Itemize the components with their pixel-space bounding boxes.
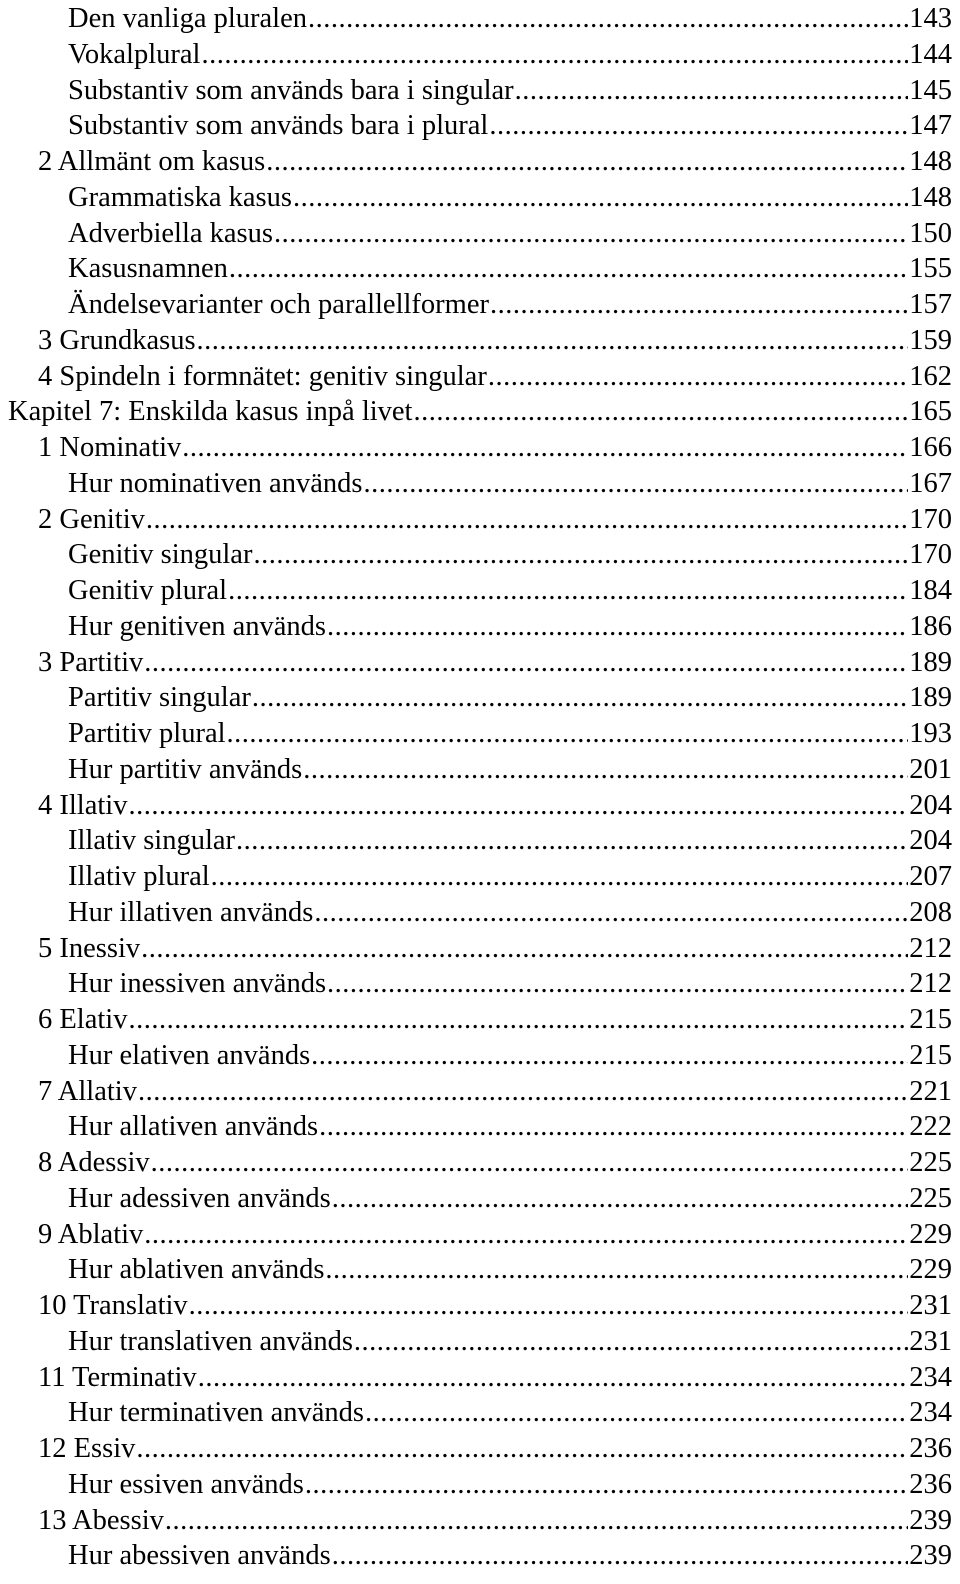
toc-page-number: 145 [909,74,952,106]
toc-entry-title: Adverbiella kasus [68,217,273,249]
toc-entry-title: Substantiv som används bara i plural [68,110,489,142]
toc-entry-title: Hur ablativen används [68,1254,325,1286]
toc-dot-leader [332,1181,908,1217]
toc-dot-leader [489,108,908,144]
toc-entry [38,502,952,538]
toc-page-number: 148 [909,146,952,177]
toc-entry-title: Hur inessiven används [68,968,327,1000]
toc-entry [68,37,952,73]
toc-page-number: 207 [909,861,952,892]
toc-entry [38,359,952,395]
toc-entry [38,645,952,681]
toc-entry [38,1431,952,1467]
toc-page-number: 184 [909,575,952,606]
toc-entry-title: 2 Allmänt om kasus [38,146,266,177]
toc-entry-title: Partitiv plural [68,718,226,749]
toc-entry-title: Hur allativen används [68,1111,319,1143]
toc-dot-leader [128,788,908,824]
toc-page-number: 147 [909,110,952,142]
toc-dot-leader [182,430,908,466]
toc-dot-leader [354,1324,908,1360]
toc-page-number: 189 [909,646,952,678]
toc-dot-leader [293,180,908,216]
toc-entry-title: 11 Terminativ [38,1361,197,1393]
toc-entry-title: 10 Translativ [38,1290,188,1321]
toc-entry [68,1038,952,1074]
toc-entry [38,1288,952,1324]
toc-page-number: 231 [909,1325,952,1357]
toc-page-number: 236 [909,1468,952,1500]
toc-dot-leader [252,680,908,716]
toc-page-number: 215 [909,1039,952,1071]
toc-entry-title: Hur essiven används [68,1468,304,1500]
toc-page-number: 148 [909,181,952,213]
toc-dot-leader [151,1145,909,1181]
toc-entry [38,1145,952,1181]
toc-dot-leader [303,752,908,788]
toc-entry [68,537,952,573]
toc-entry-title: Genitiv plural [68,575,228,606]
toc-page-number: 204 [909,825,952,857]
toc-dot-leader [198,1360,909,1396]
toc-page-number: 201 [909,753,952,785]
toc-entry-title: Genitiv singular [68,539,253,571]
toc-entry [68,1395,952,1431]
toc-page-number: 170 [909,539,952,571]
toc-dot-leader [211,859,909,895]
toc-dot-leader [325,1252,908,1288]
toc-page-number: 208 [909,896,952,928]
toc-dot-leader [141,931,908,967]
toc-page-number: 189 [909,682,952,714]
toc-entry [68,895,952,931]
toc-entry [38,1002,952,1038]
toc-entry [68,466,952,502]
toc-dot-leader [146,502,908,538]
toc-dot-leader [327,609,908,645]
toc-entry [68,823,952,859]
toc-entry-title: Vokalplural [68,38,201,70]
toc-page-number: 157 [909,289,952,320]
toc-entry-title: 2 Genitiv [38,503,145,535]
toc-entry [68,251,952,287]
toc-page-number: 239 [909,1504,952,1536]
toc-page-number: 229 [909,1254,952,1286]
toc-dot-leader [228,573,908,609]
toc-entry [68,1538,952,1574]
toc-dot-leader [253,537,908,573]
toc-page-number: 155 [909,253,952,285]
toc-entry-title: 8 Adessiv [38,1147,150,1178]
toc-entry [68,1324,952,1360]
toc-entry [68,1,952,37]
toc-entry [38,323,952,359]
toc-entry-title: Kasusnamnen [68,253,228,285]
toc-entry [38,1503,952,1539]
toc-dot-leader [490,287,908,323]
toc-page-number: 170 [909,503,952,535]
toc-dot-leader [413,394,908,430]
toc-entry-title: 13 Abessiv [38,1504,164,1536]
toc-entry-title: 12 Essiv [38,1433,136,1464]
toc-dot-leader [197,323,909,359]
toc-entry-title: Hur genitiven används [68,610,327,642]
toc-entry [68,287,952,323]
toc-dot-leader [144,645,908,681]
toc-page-number: 225 [909,1147,952,1178]
toc-page-number: 221 [909,1075,952,1107]
toc-dot-leader [227,716,909,752]
toc-entry [68,1252,952,1288]
toc-page-number: 204 [909,789,952,821]
toc-page-number: 239 [909,1540,952,1572]
toc-entry [38,144,952,180]
toc-dot-leader [363,466,908,502]
toc-dot-leader [488,359,908,395]
toc-entry-title: Hur illativen används [68,896,314,928]
toc-dot-leader [332,1538,908,1574]
toc-dot-leader [144,1217,908,1253]
toc-entry-title: Illativ plural [68,861,210,892]
toc-entry [68,108,952,144]
toc-dot-leader [128,1002,908,1038]
toc-dot-leader [266,144,908,180]
toc-dot-leader [165,1503,908,1539]
toc-entry [38,430,952,466]
toc-entry-title: 9 Ablativ [38,1218,144,1250]
toc-entry [68,1467,952,1503]
toc-dot-leader [327,966,908,1002]
toc-entry-title: 4 Spindeln i formnätet: genitiv singular [38,360,487,392]
toc-page-number: 167 [909,467,952,499]
toc-page-number: 165 [909,396,952,428]
toc-dot-leader [515,73,909,109]
toc-entry [38,788,952,824]
toc-page-number: 231 [909,1290,952,1321]
toc-entry [68,716,952,752]
toc-page-number: 234 [909,1397,952,1429]
toc-entry-title: Grammatiska kasus [68,181,292,213]
toc-page-number: 150 [909,217,952,249]
toc-page-number: 144 [909,38,952,70]
toc-entry [68,180,952,216]
toc-entry-title: Den vanliga pluralen [68,3,307,34]
toc-entry [38,1360,952,1396]
toc-entry [68,752,952,788]
toc-entry-title: Hur nominativen används [68,467,363,499]
toc-dot-leader [236,823,908,859]
toc-dot-leader [308,1,908,37]
toc-entry [68,966,952,1002]
toc-page-number: 193 [909,718,952,749]
toc-entry [68,1109,952,1145]
toc-entry-title: Hur translativen används [68,1325,353,1357]
toc-page-number: 222 [909,1111,952,1143]
toc-page-number: 225 [909,1182,952,1214]
toc-page-number: 186 [909,610,952,642]
toc-entry [68,216,952,252]
toc-entry [38,931,952,967]
toc-page-number: 212 [909,968,952,1000]
toc-entry [68,1181,952,1217]
toc-page-number: 215 [909,1004,952,1035]
toc-entry-title: 3 Grundkasus [38,324,196,356]
toc-entry-title: Hur abessiven används [68,1540,331,1572]
toc-entry-title: Hur elativen används [68,1039,311,1071]
toc-dot-leader [365,1395,908,1431]
toc-entry-title: Hur partitiv används [68,753,303,785]
toc-dot-leader [319,1109,908,1145]
toc-entry [38,1074,952,1110]
toc-entry-title: Partitiv singular [68,682,251,714]
toc-dot-leader [274,216,908,252]
toc-entry [8,394,952,430]
toc-dot-leader [136,1431,908,1467]
toc-dot-leader [314,895,908,931]
toc-dot-leader [201,37,908,73]
toc-entry-title: Substantiv som används bara i singular [68,74,514,106]
toc-entry-title: 5 Inessiv [38,932,141,964]
toc-dot-leader [189,1288,909,1324]
toc-entry [68,73,952,109]
toc-dot-leader [311,1038,908,1074]
toc-page-number: 162 [909,360,952,392]
toc-page-number: 166 [909,432,952,463]
toc-page-number: 229 [909,1218,952,1250]
toc-entry-title: 4 Illativ [38,789,128,821]
toc-entry-title: 1 Nominativ [38,432,182,463]
toc-entry [68,573,952,609]
toc-dot-leader [138,1074,908,1110]
toc-page-number: 143 [909,3,952,34]
toc-entry [68,680,952,716]
toc-entry [68,609,952,645]
toc-page-number: 236 [909,1433,952,1464]
toc-entry [38,1217,952,1253]
toc-entry-title: Ändelsevarianter och parallellformer [68,289,489,320]
toc-entry [68,859,952,895]
toc-entry-title: Hur adessiven används [68,1182,331,1214]
toc-page-number: 212 [909,932,952,964]
toc-dot-leader [229,251,908,287]
toc-entry-title: 7 Allativ [38,1075,137,1107]
toc-page-number: 234 [909,1361,952,1393]
toc-entry-title: Hur terminativen används [68,1397,364,1429]
toc-page-number: 159 [909,324,952,356]
toc-entry-title: 6 Elativ [38,1004,128,1035]
toc-entry-title: 3 Partitiv [38,646,144,678]
toc-entry-title: Illativ singular [68,825,236,857]
toc-dot-leader [305,1467,908,1503]
toc-entry-title: Kapitel 7: Enskilda kasus inpå livet [8,396,413,428]
